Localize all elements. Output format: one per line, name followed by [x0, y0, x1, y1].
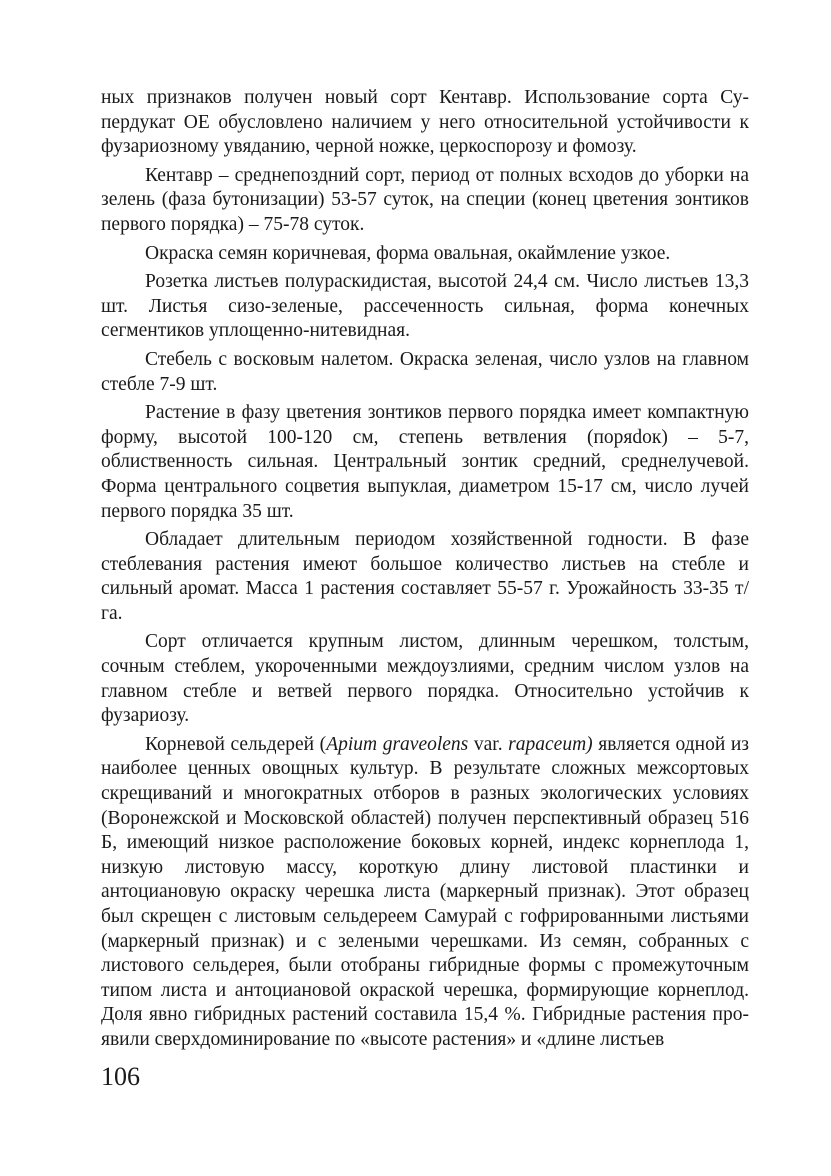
latin-name: Apium graveolens [326, 733, 469, 755]
paragraph-8: Сорт отличается крупным листом, длинным черешком, толстым, сочным стеблем, укороченными междоузлиями, средним числом узлов на главном стебле и ветвей первого порядка. Относительно устойчив к фузариозу. [101, 631, 749, 727]
var-text: var. [468, 733, 509, 755]
page-number: 106 [101, 1062, 140, 1091]
page-body [101, 86, 749, 1057]
paragraph-7: Обладает длительным периодом хозяйственной годности. В фазе стеблевания растения имеют большое количество листьев на стебле и сильный аромат. Масса 1 растения составляет 55-57 г. Урожайность 33-35 т/га. [101, 529, 749, 624]
paragraph-1: ных признаков получен новый сорт Кентавр. Использование сорта Супердукат ОЕ обусловлено наличием у него относительной устойчивости к фузариозному увяданию, черной ножке, церкоспорозу и фомозу. [101, 87, 749, 158]
latin-variety: rapaceum) [508, 733, 593, 755]
paragraph-2: Кентавр – среднепоздний сорт, период от полных всходов до уборки на зелень (фаза бутонизации) 53-57 суток, на специи (конец цветения зонтиков первого порядка) – 75-78 суток. [101, 164, 749, 235]
paragraph-3: Окраска семян коричневая, форма овальная, окаймление узкое. [145, 242, 671, 264]
text-after-latin: является одной из наиболее ценных овощных культур. В результате сложных межсортовых скрещиваний и многократных отборов в разных экологических условиях (Воронежской и Московской областей) получен перспективный образец 516 Б, имеющий низкое расположение боковых корней, индекс корнеплода 1, низкую листовую массу, короткую длину листовой пластинки и антоциановую окраску черешка листа (маркерный признак). Этот образец был скрещен с листовым сельдереем Самурай с гофрированными листьями (маркерный признак) и с зелеными черешками. Из семян, собранных с листового сельдерея, были отобраны гибридные формы с промежуточным типом листа и антоциановой окраской черешка, формирующие корнеплод. Доля явно гибридных растений составила 15,4 %. Гибридные растения проявили сверхдоминирование по «высоте растения» и «длине листьев [101, 733, 749, 1050]
paragraph-6: Растение в фазу цветения зонтиков первого порядка имеет компактную форму, высотой 100-120 см, степень ветвления (поряdок) – 5-7, облиственность сильная. Центральный зонтик средний, среднелучевой. Форма центрального соцветия выпуклая, диаметром 15-17 см, число лучей первого порядка 35 шт. [101, 402, 749, 522]
paragraph-9 [101, 733, 749, 1053]
paragraph-4: Розетка листьев полураскидистая, высотой 24,4 см. Число листьев 13,3 шт. Листья сизо-зеленые, рассеченность сильная, форма конечных сегментиков уплощенно-нитевидная. [101, 271, 749, 342]
text-before-latin: Корневой сельдерей ( [145, 733, 327, 755]
paragraph-5: Стебель с восковым налетом. Окраска зеленая, число узлов на главном стебле 7-9 шт. [101, 348, 749, 395]
